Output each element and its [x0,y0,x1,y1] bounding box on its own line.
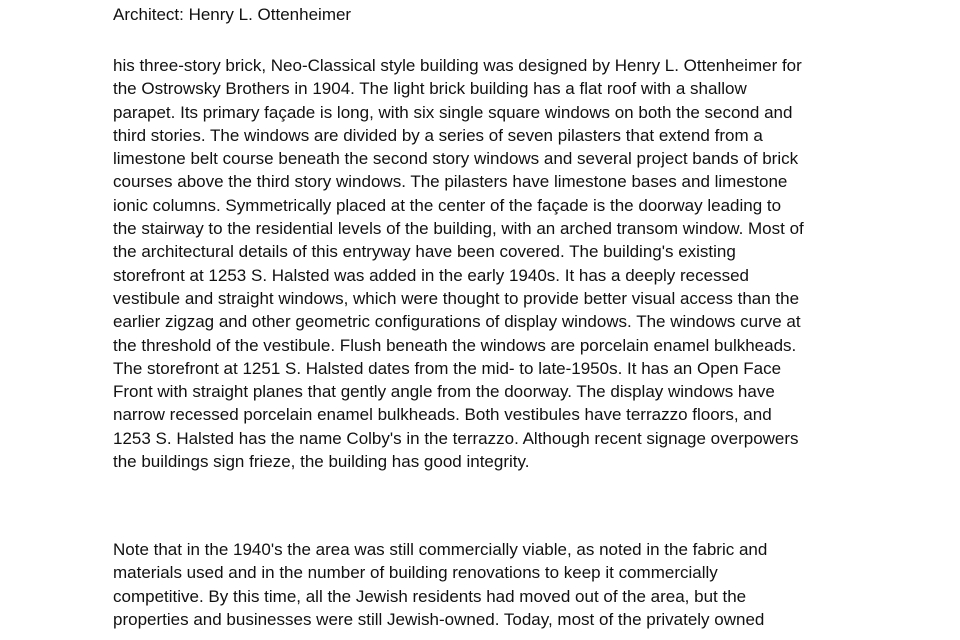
paragraph-line: competitive. By this time, all the Jewish residents had moved out of the area, but the [113,586,747,606]
paragraph-line: 1253 S. Halsted has the name Colby's in the terrazzo. Although recent signage overpowers [113,428,799,448]
paragraph-line: parapet. Its primary façade is long, with six single square windows on both the second and [113,102,793,122]
paragraph-line: the stairway to the residential levels of the building, with an arched transom window. Most of [113,219,804,239]
paragraph-line: his three-story brick, Neo-Classical style building was designed by Henry L. Ottenheimer for [113,56,802,75]
paragraph-line: storefront at 1253 S. Halsted was added in the early 1940s. It has a deeply recessed [113,265,749,285]
paragraph-line: the architectural details of this entryway have been covered. The building's existing [113,242,736,262]
paragraph-line: Note that in the 1940's the area was still commercially viable, as noted in the fabric and [113,540,768,559]
paragraph-line: the threshold of the vestibule. Flush beneath the windows are porcelain enamel bulkheads. [113,335,797,355]
architect-text: Architect: Henry L. Ottenheimer [113,5,352,24]
paragraph-line: narrow recessed porcelain enamel bulkheads. Both vestibules have terrazzo floors, and [113,405,772,425]
paragraph-line: vestibule and straight windows, which were thought to provide better visual access than the [113,288,800,308]
context-paragraph [113,538,853,631]
architect-line [113,3,853,26]
paragraph-line: earlier zigzag and other geometric configurations of display windows. The windows curve at [113,312,801,332]
paragraph-line: the Ostrowsky Brothers in 1904. The light brick building has a flat roof with a shallow [113,79,747,99]
paragraph-line: courses above the third story windows. The pilasters have limestone bases and limestone [113,172,788,192]
paragraph-line: The storefront at 1251 S. Halsted dates from the mid- to late-1950s. It has an Open Face [113,358,782,378]
paragraph-line: Front with straight planes that gently angle from the doorway. The display windows have [113,382,775,402]
paragraph-line: materials used and in the number of building renovations to keep it commercially [113,563,718,583]
paragraph-line: ionic columns. Symmetrically placed at the center of the façade is the doorway leading to [113,195,782,215]
description-paragraph [113,54,853,473]
paragraph-line: the buildings sign frieze, the building has good integrity. [113,452,530,472]
paragraph-line: properties and businesses were still Jewish-owned. Today, most of the privately owned [113,609,765,629]
paragraph-line: limestone belt course beneath the second story windows and several project bands of brick [113,149,799,169]
paragraph-line: third stories. The windows are divided by a series of seven pilasters that extend from a [113,125,763,145]
